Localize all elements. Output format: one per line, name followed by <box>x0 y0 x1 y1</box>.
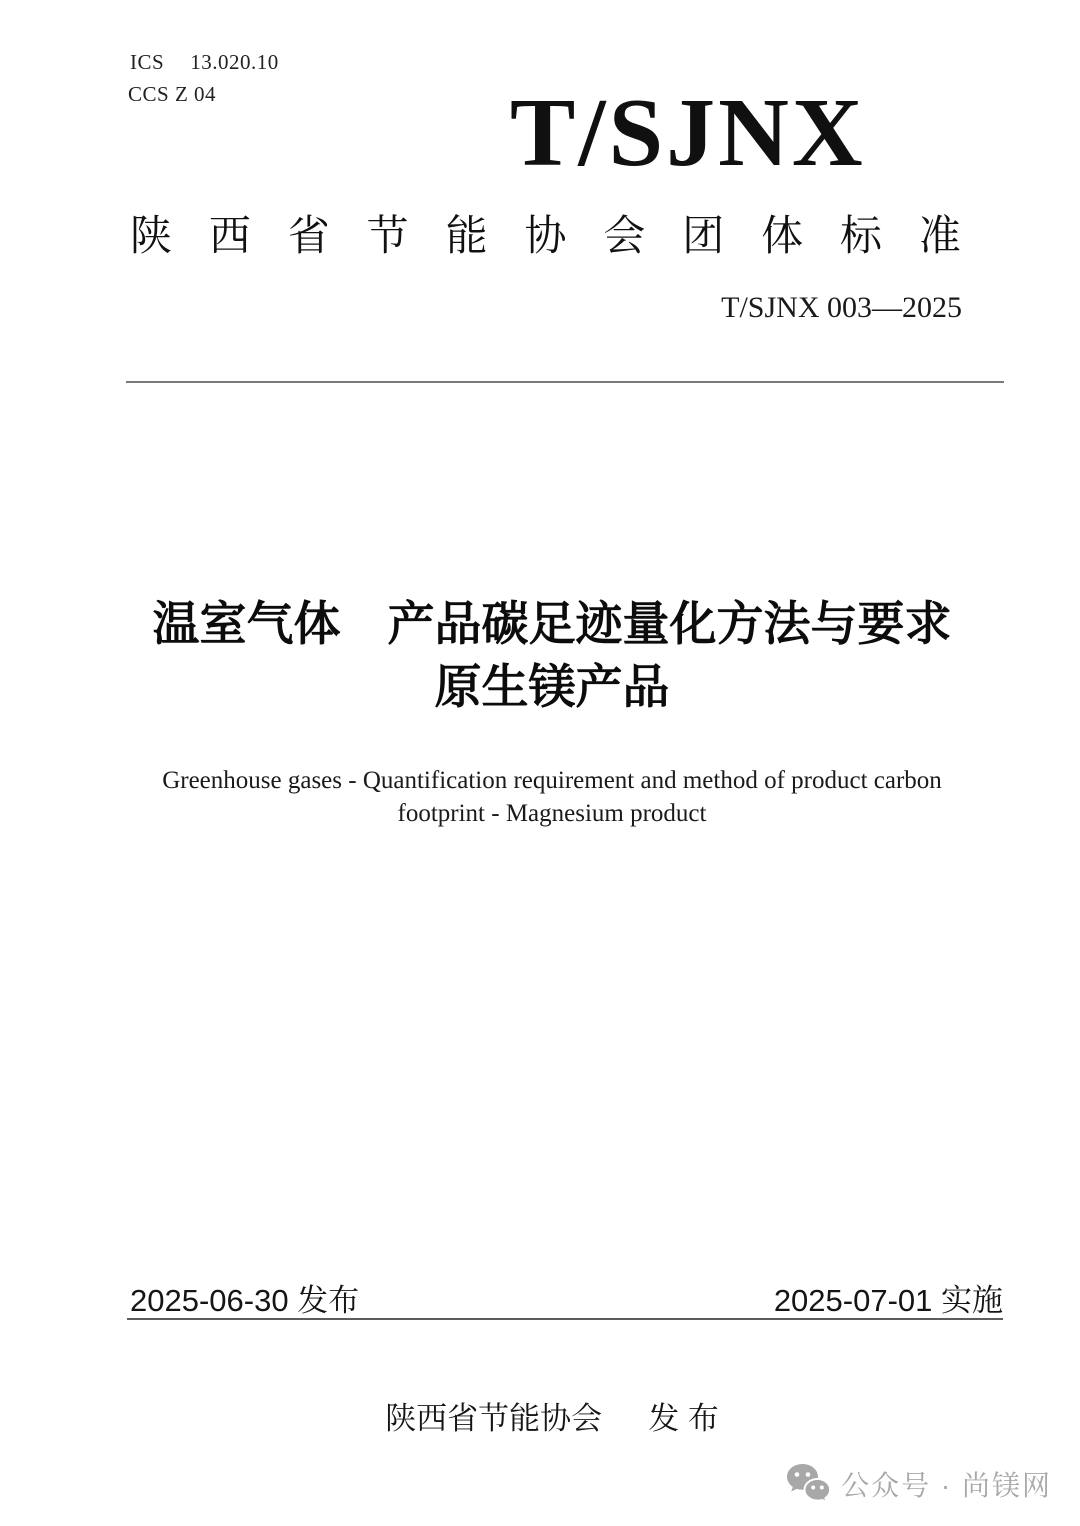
title-en <box>122 764 982 830</box>
header-rule <box>126 381 1004 383</box>
publish-label: 发 布 <box>648 1401 719 1436</box>
ccs-code: CCS Z 04 <box>128 82 217 106</box>
publisher-name: 陕西省节能协会 <box>385 1401 603 1436</box>
title-en-line2: footprint - Magnesium product <box>397 800 707 827</box>
title-en-line1: Greenhouse gases - Quantification requirement and method of product carbon <box>162 767 942 794</box>
doc-number: T/SJNX 003—2025 <box>721 291 962 324</box>
title-zh <box>122 592 982 718</box>
title-zh-line2: 原生镁产品 <box>434 660 670 713</box>
ics-code: 13.020.10 <box>190 50 279 74</box>
watermark-text: 公众号 · 尚镁网 <box>841 1470 1052 1501</box>
wechat-icon <box>786 1463 832 1505</box>
issue-date: 2025-06-30 发布 <box>130 1283 360 1318</box>
implement-date: 2025-07-01 实施 <box>773 1283 1003 1318</box>
footer-rule <box>127 1318 1003 1320</box>
publisher-line <box>122 1393 982 1438</box>
ics-line <box>130 50 279 75</box>
ics-label: ICS <box>130 50 165 74</box>
title-zh-line1: 温室气体 产品碳足迹量化方法与要求 <box>152 597 952 650</box>
dates-row <box>130 1284 1003 1318</box>
org-standard-title: 陕 西 省 节 能 协 会 团 体 标 准 <box>130 212 961 259</box>
standard-logo: T/SJNX <box>510 79 866 187</box>
wechat-watermark <box>786 1463 1052 1505</box>
